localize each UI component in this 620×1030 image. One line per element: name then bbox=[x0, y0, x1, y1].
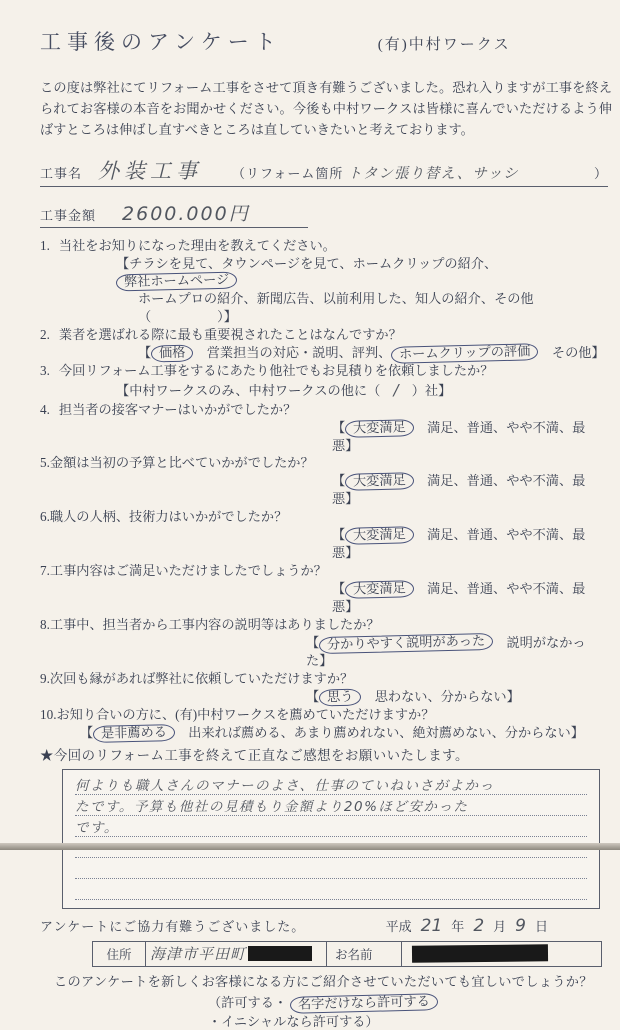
address-value-cell bbox=[146, 942, 327, 966]
option-text: 出来れば薦める、あまり薦めれない、絶対薦めない、分からない bbox=[175, 724, 571, 740]
comment-line bbox=[75, 858, 587, 879]
question-number: 7. bbox=[40, 563, 50, 579]
project-amount-value: 2600.000円 bbox=[122, 202, 250, 225]
bracket-open: 【 bbox=[332, 473, 346, 489]
circled-answer: ホームクリップの評価 bbox=[391, 343, 539, 363]
question-text bbox=[40, 454, 606, 472]
option-text: ホームプロの紹介、 bbox=[138, 291, 257, 307]
question-number: 1. bbox=[40, 237, 50, 253]
question-3 bbox=[40, 362, 606, 400]
question-6 bbox=[40, 508, 606, 562]
circled-answer: 分かりやすく説明があった bbox=[319, 633, 493, 654]
circled-answer: 是非薦める bbox=[93, 724, 175, 743]
bracket-open: 【 bbox=[116, 383, 130, 399]
option-text: タウンページを見て、 bbox=[221, 255, 353, 271]
question-number: 5. bbox=[40, 455, 50, 471]
bracket-close: 】 bbox=[345, 599, 359, 615]
question-number: 9. bbox=[40, 670, 50, 686]
option-text: 満足、普通、やや不満、最悪 bbox=[332, 527, 586, 561]
bracket-open: 【 bbox=[138, 345, 152, 361]
option-text: 新聞広告、 bbox=[256, 291, 323, 307]
question-text bbox=[40, 401, 606, 419]
option-line bbox=[40, 526, 606, 562]
questions-list bbox=[40, 237, 606, 742]
question-number: 3. bbox=[40, 363, 50, 379]
question-label: 工事内容はご満足いただけましたでしょうか？ bbox=[49, 563, 327, 579]
option-line bbox=[40, 419, 606, 455]
question-text bbox=[40, 508, 606, 526]
comment-box bbox=[62, 769, 600, 909]
question-label: 担当者の接客マナーはいかがでしたか？ bbox=[58, 401, 297, 417]
circled-answer: 弊社ホームページ bbox=[116, 272, 238, 292]
comment-handwriting: です。 bbox=[75, 819, 119, 836]
option-line bbox=[40, 472, 606, 508]
address-table bbox=[92, 941, 602, 967]
thanks-row bbox=[40, 916, 606, 936]
bracket-close: 】 bbox=[319, 652, 333, 668]
address-redaction-box bbox=[248, 946, 312, 961]
bracket-open: 【 bbox=[306, 634, 320, 650]
year-label: 年 bbox=[451, 918, 465, 934]
question-5 bbox=[40, 454, 606, 508]
bracket-open: 【 bbox=[116, 255, 130, 271]
question-1 bbox=[40, 237, 606, 327]
bracket-open: 【 bbox=[80, 724, 94, 740]
header bbox=[40, 26, 606, 56]
option-line bbox=[40, 688, 606, 706]
comment-prompt: ★今回のリフォーム工事を終えて正直なご感想をお願いいたします。 bbox=[40, 747, 469, 763]
project-amount-label: 工事金額 bbox=[40, 207, 97, 223]
option-line bbox=[40, 380, 606, 400]
option-line bbox=[40, 255, 606, 291]
comment-handwriting: たです。予算も他社の見積もり金額より20%ほど安かった bbox=[75, 798, 469, 815]
comment-line bbox=[75, 774, 587, 795]
permission-close-text: ・イニシャルなら許可する） bbox=[208, 1014, 379, 1030]
option-text: 説明がなかった bbox=[306, 634, 586, 668]
name-value-cell bbox=[402, 942, 601, 966]
handwritten-mark: / bbox=[393, 381, 399, 400]
question-2 bbox=[40, 326, 606, 362]
question-text bbox=[40, 670, 606, 688]
scan-shadow-strip bbox=[0, 843, 620, 850]
question-text bbox=[40, 362, 606, 380]
question-label: お知り合いの方に、(有)中村ワークスを薦めていただけますか？ bbox=[56, 706, 435, 722]
bracket-open: 【 bbox=[332, 527, 346, 543]
question-number: 10. bbox=[40, 706, 57, 722]
day-label: 日 bbox=[534, 918, 548, 934]
question-label: 次回も縁があれば弊社に依頼していただけますか？ bbox=[49, 670, 354, 686]
bracket-close: 】 bbox=[506, 688, 520, 704]
comment-handwriting: 何よりも職人さんのマナーのよさ、仕事のていねいさがよかっ bbox=[75, 777, 495, 794]
circled-answer: 価格 bbox=[151, 345, 194, 363]
option-text: チラシを見て、 bbox=[129, 255, 222, 271]
project-name-value: 外装工事 bbox=[98, 158, 203, 183]
option-text: 営業担当の対応・説明、評判、 bbox=[193, 345, 392, 361]
option-line bbox=[40, 290, 606, 326]
option-text: 満足、普通、やや不満、最悪 bbox=[332, 581, 586, 615]
name-label: お名前 bbox=[327, 942, 402, 966]
page-title: 工事後のアンケート bbox=[40, 30, 282, 54]
question-label: 金額は当初の予算と比べていかがでしたか？ bbox=[49, 455, 314, 471]
day-value: 9 bbox=[515, 915, 526, 936]
question-4 bbox=[40, 401, 606, 455]
question-text bbox=[40, 706, 606, 724]
project-name-row bbox=[40, 155, 608, 187]
question-label: 今回リフォーム工事をするにあたり他社でもお見積りを依頼しましたか？ bbox=[58, 363, 494, 379]
option-text: その他 bbox=[538, 345, 592, 361]
question-label: 当社をお知りになった理由を教えてください。 bbox=[58, 237, 336, 253]
bracket-open: 【 bbox=[306, 688, 320, 704]
intro-paragraph: この度は弊社にてリフォーム工事をさせて頂き有難うございました。恐れ入りますが工事を終えられてお客様の本音をお聞かせください。今後も中村ワークスは皆様に喜んでいただけるよう伸ばすところは伸ばし直すべきところは直していきたいと考えております。 bbox=[40, 80, 612, 137]
option-line bbox=[40, 724, 606, 742]
address-label: 住所 bbox=[93, 942, 146, 966]
month-label: 月 bbox=[493, 918, 507, 934]
reform-location-close: ） bbox=[593, 165, 608, 181]
circled-answer: 大変満足 bbox=[345, 526, 414, 544]
bracket-open: 【 bbox=[332, 419, 346, 435]
option-text: 知人の紹介、 bbox=[414, 291, 495, 307]
question-9 bbox=[40, 670, 606, 706]
question-label: 業者を選ばれる際に最も重要視されたことはなんですか？ bbox=[58, 327, 402, 343]
comment-line bbox=[75, 879, 587, 900]
project-amount-row bbox=[40, 199, 308, 228]
reform-location-value: トタン張り替え、サッシ bbox=[347, 165, 519, 182]
question-number: 4. bbox=[40, 401, 50, 417]
circled-answer: 思う bbox=[319, 688, 362, 706]
option-text: その他（ ） bbox=[138, 291, 534, 325]
thanks-text: アンケートにご協力有難うございました。 bbox=[40, 918, 306, 934]
question-text bbox=[40, 562, 606, 580]
circled-answer: 大変満足 bbox=[345, 419, 414, 437]
question-label: 工事中、担当者から工事内容の説明等はありましたか？ bbox=[49, 617, 380, 633]
permission-open-text: （許可する・ bbox=[208, 994, 288, 1010]
bracket-close: 】 bbox=[345, 491, 359, 507]
question-text bbox=[40, 237, 606, 255]
permission-circled-answer: 名字だけなら許可する bbox=[290, 993, 438, 1013]
permission-options bbox=[40, 992, 606, 1030]
option-text: 満足、普通、やや不満、最悪 bbox=[332, 473, 586, 507]
option-text: ホームクリップの紹介、 bbox=[352, 255, 498, 271]
option-text: 中村ワークスのみ、中村ワークスの他に（ bbox=[129, 383, 394, 399]
era-label: 平成 bbox=[385, 918, 412, 934]
option-line bbox=[40, 344, 606, 362]
question-number: 2. bbox=[40, 327, 50, 343]
month-value: 2 bbox=[473, 915, 485, 936]
bracket-close: 】 bbox=[570, 724, 584, 740]
bracket-close: 】 bbox=[438, 383, 452, 399]
address-value: 海津市平田町 bbox=[150, 945, 247, 964]
comment-line bbox=[75, 816, 587, 837]
permission-question: このアンケートを新しくお客様になる方にご紹介させていただいても宜しいでしょうか？ bbox=[54, 973, 593, 989]
option-text: ）社 bbox=[398, 383, 439, 399]
option-text: 思わない、分からない bbox=[361, 688, 507, 704]
comment-line bbox=[75, 795, 587, 816]
option-line bbox=[40, 634, 606, 670]
option-text: 以前利用した、 bbox=[322, 291, 415, 307]
option-line bbox=[40, 580, 606, 616]
year-value: 21 bbox=[420, 915, 443, 936]
question-8 bbox=[40, 616, 606, 670]
reform-location-label: （リフォーム箇所 bbox=[232, 165, 344, 181]
question-label: 職人の人柄、技術力はいかがでしたか？ bbox=[49, 509, 288, 525]
bracket-open: 【 bbox=[332, 581, 346, 597]
project-name-label: 工事名 bbox=[40, 165, 83, 181]
company-name: (有)中村ワークス bbox=[377, 37, 511, 53]
bracket-close: 】 bbox=[345, 437, 359, 453]
question-7 bbox=[40, 562, 606, 616]
question-text bbox=[40, 616, 606, 634]
question-text bbox=[40, 326, 606, 344]
question-number: 6. bbox=[40, 509, 50, 525]
circled-answer: 大変満足 bbox=[345, 580, 414, 598]
option-text: 満足、普通、やや不満、最悪 bbox=[332, 419, 586, 453]
bracket-close: 】 bbox=[345, 545, 359, 561]
question-number: 8. bbox=[40, 617, 50, 633]
bracket-close: 】 bbox=[591, 345, 605, 361]
date-row bbox=[386, 916, 548, 936]
name-redaction-box bbox=[412, 944, 548, 962]
question-10 bbox=[40, 706, 606, 742]
circled-answer: 大変満足 bbox=[345, 473, 414, 491]
bracket-close: 】 bbox=[223, 309, 237, 325]
